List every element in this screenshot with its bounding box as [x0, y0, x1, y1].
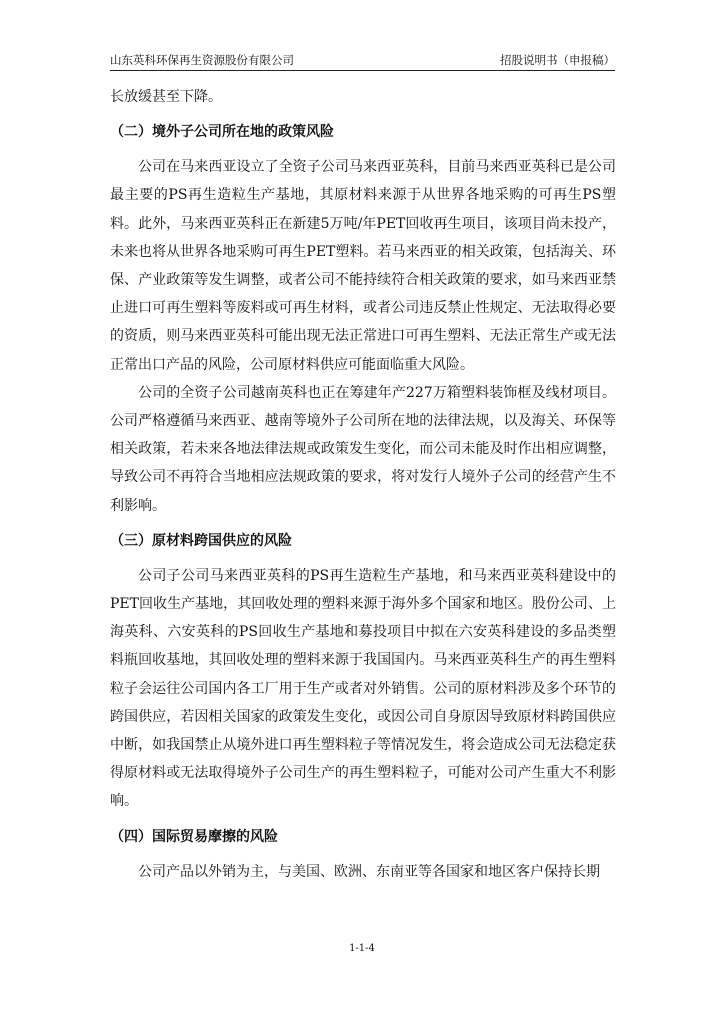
paragraph-malaysia-policy: 公司在马来西亚设立了全资子公司马来西亚英科，目前马来西亚英科已是公司最主要的PS再生造粒生产基地，其原材料来源于从世界各地采购的可再生PS塑料。此外，马来西亚英科正在新建5万吨/年PET回收再生项目，该项目尚未投产，未来也将从世界各地采购可再生PET塑料。若马来西亚的相关政策，包括海关、环保、产业政策等发生调整，或者公司不能持续符合相关政策的要求，如马来西亚禁止进口可再生塑料等废料或可再生材料，或者公司违反禁止性规定、无法取得必要的资质，则马来西亚英科可能出现无法正常进口可再生塑料、无法正常生产或无法正常出口产品的风险，公司原材料供应可能面临重大风险。 [110, 159, 616, 373]
header-company-name: 山东英科环保再生资源股份有限公司 [110, 53, 294, 67]
paragraph-cross-border-supply: 公司子公司马来西亚英科的PS再生造粒生产基地，和马来西亚英科建设中的PET回收生产基地，其回收处理的塑料来源于海外多个国家和地区。股份公司、上海英科、六安英科的PS回收生产基地和募投项目中拟在六安英科建设的多品类塑料瓶回收基地，其回收处理的塑料来源于我国国内。马来西亚英科生产的再生塑料粒子会运往公司国内各工厂用于生产或者对外销售。公司的原材料涉及多个环节的跨国供应，若因相关国家的政策发生变化，或因公司自身原因导致原材料跨国供应中断，如我国禁止从境外进口再生塑料粒子等情况发生，将会造成公司无法稳定获得原材料或无法取得境外子公司生产的再生塑料粒子，可能对公司产生重大不利影响。 [110, 567, 616, 810]
page-number: 1-1-4 [349, 943, 375, 954]
document-body [110, 83, 616, 886]
header-document-type: 招股说明书（申报稿） [500, 53, 615, 67]
page-header [110, 50, 615, 70]
paragraph-continuation: 长放缓甚至下降。 [110, 89, 222, 105]
paragraph-vietnam-policy: 公司的全资子公司越南英科也正在筹建年产227万箱塑料装饰框及线材项目。公司严格遵循马来西亚、越南等境外子公司所在地的法律法规，以及海关、环保等相关政策，若未来各地法律法规或政策发生变化，而公司未能及时作出相应调整，导致公司不再符合当地相应法规政策的要求，将对发行人境外子公司的经营产生不利影响。 [110, 384, 616, 514]
header-divider [110, 70, 615, 71]
section-heading-cross-border-supply-risk: （三）原材料跨国供应的风险 [110, 532, 292, 549]
section-heading-overseas-policy-risk: （二）境外子公司所在地的政策风险 [110, 124, 334, 141]
paragraph-trade-friction: 公司产品以外销为主，与美国、欧洲、东南亚等各国家和地区客户保持长期 [138, 863, 600, 880]
section-heading-trade-friction-risk: （四）国际贸易摩擦的风险 [110, 828, 278, 845]
